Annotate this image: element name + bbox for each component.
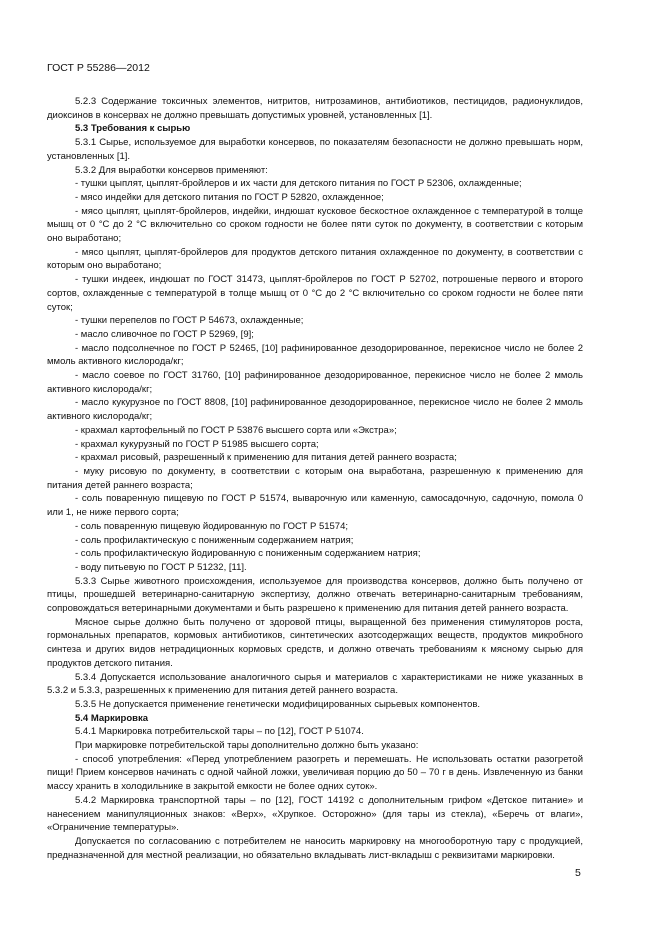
paragraph: - мясо цыплят, цыплят-бройлеров, индейки, индюшат кусковое бескостное охлажденное с температурой в толще мышц от 0 °С до 2 °С включительно со сроком годности не более пяти суток по документу, в соответствии с которым оно выработано; bbox=[47, 205, 583, 245]
paragraph: 5.3.2 Для выработки консервов применяют: bbox=[75, 164, 268, 176]
paragraph: - масло сливочное по ГОСТ Р 52969, [9]; bbox=[75, 328, 254, 340]
page-number: 5 bbox=[575, 867, 581, 879]
paragraph: - тушки цыплят, цыплят-бройлеров и их части для детского питания по ГОСТ Р 52306, охлажденные; bbox=[75, 178, 522, 190]
paragraph: - соль профилактическую йодированную с пониженным содержанием натрия; bbox=[75, 548, 421, 560]
paragraph: 5.2.3 Содержание токсичных элементов, нитритов, нитрозаминов, антибиотиков, пестицидов, радионуклидов, диоксинов в консервах не должно превышать допустимых уровней, установленных [1]. bbox=[47, 96, 583, 121]
document-header: ГОСТ Р 55286—2012 bbox=[47, 62, 150, 74]
paragraph: - масло подсолнечное по ГОСТ Р 52465, [10] рафинированное дезодорированное, перекисное число не более 2 ммоль активного кислорода/кг; bbox=[47, 342, 583, 368]
paragraph: - соль поваренную пищевую по ГОСТ Р 51574, выварочную или каменную, самосадочную, садочную, помола 0 или 1, не ниже первого сорта; bbox=[47, 493, 583, 519]
paragraph: При маркировке потребительской тары дополнительно должно быть указано: bbox=[75, 740, 419, 752]
paragraph: Допускается по согласованию с потребителем не наносить маркировку на многооборотную тару с продукцией, предназначенной для местной реализации, но обязательно вкладывать лист-вкладыш с реквизитами маркировки. bbox=[47, 835, 583, 861]
document-body bbox=[47, 95, 583, 862]
paragraph: 5.4.2 Маркировка транспортной тары – по [12], ГОСТ 14192 с дополнительным грифом «Детское питание» и нанесением манипуляционных знаков: «Верх», «Хрупкое. Осторожно» (для тары из стекла), «Беречь от влаги», «Ограничение температуры». bbox=[47, 794, 583, 834]
paragraph: 5.3.3 Сырье животного происхождения, используемое для производства консервов, должно быть получено от птицы, прошедшей ветеринарно-санитарную экспертизу, должно отвечать ветеринарно-санитарным требованиям, сопровождаться ветеринарными документами и быть разрешено к применению для питания детей раннего возраста. bbox=[47, 575, 583, 615]
paragraph: - тушки перепелов по ГОСТ Р 54673, охлажденные; bbox=[75, 315, 304, 327]
section-heading: 5.3 Требования к сырью bbox=[75, 123, 191, 135]
paragraph: - мясо индейки для детского питания по ГОСТ Р 52820, охлажденное; bbox=[75, 191, 384, 203]
paragraph: - тушки индеек, индюшат по ГОСТ 31473, цыплят-бройлеров по ГОСТ Р 52702, потрошеные первого и второго сортов, охлажденные с температурой в толще мышц от 0 °С до 2 °С включительно со сроком годности не более пяти суток; bbox=[47, 274, 583, 313]
paragraph: - масло кукурузное по ГОСТ 8808, [10] рафинированное дезодорированное, перекисное число не более 2 ммоль активного кислорода/кг; bbox=[47, 397, 583, 423]
paragraph: 5.3.4 Допускается использование аналогичного сырья и материалов с характеристиками не ниже указанных в 5.3.2 и 5.3.3, разрешенных к применению для питания детей раннего возраста. bbox=[47, 671, 583, 697]
paragraph: - соль профилактическую с пониженным содержанием натрия; bbox=[75, 534, 354, 546]
paragraph: - воду питьевую по ГОСТ Р 51232, [11]. bbox=[75, 561, 247, 573]
paragraph: - крахмал рисовый, разрешенный к применению для питания детей раннего возраста; bbox=[75, 452, 457, 464]
paragraph: 5.3.5 Не допускается применение генетически модифицированных сырьевых компонентов. bbox=[75, 698, 481, 710]
paragraph: - способ употребления: «Перед употреблением разогреть и перемешать. Не использовать остатки разогретой пищи! Прием консервов начинать с одной чайной ложки, увеличивая порцию до 50 – 70 г в день. Извлеченную из банки массу хранить в холодильнике в закрытой емкости не более одних суток». bbox=[47, 753, 583, 793]
paragraph: - крахмал кукурузный по ГОСТ Р 51985 высшего сорта; bbox=[75, 438, 319, 450]
paragraph: - мясо цыплят, цыплят-бройлеров для продуктов детского питания охлажденное по документу, в соответствии с которым оно выработано; bbox=[47, 246, 583, 272]
paragraph: 5.4.1 Маркировка потребительской тары – по [12], ГОСТ Р 51074. bbox=[75, 726, 364, 738]
section-heading: 5.4 Маркировка bbox=[75, 712, 149, 724]
paragraph: - масло соевое по ГОСТ 31760, [10] рафинированное дезодорированное, перекисное число не более 2 ммоль активного кислорода/кг; bbox=[47, 370, 583, 395]
paragraph: 5.3.1 Сырье, используемое для выработки консервов, по показателям безопасности не должно превышать норм, установленных [1]. bbox=[47, 137, 583, 162]
paragraph: - муку рисовую по документу, в соответствии с которым она выработана, разрешенную к применению для питания детей раннего возраста; bbox=[47, 465, 583, 491]
paragraph: Мясное сырье должно быть получено от здоровой птицы, выращенной без применения стимуляторов роста, гормональных препаратов, кормовых антибиотиков, синтетических азотсодержащих веществ, продуктов микробного синтеза и других видов нетрадиционных кормовых средств, и должно отвечать требованиям к мясному сырью для продуктов детского питания. bbox=[47, 616, 583, 669]
paragraph: - соль поваренную пищевую йодированную по ГОСТ Р 51574; bbox=[75, 520, 349, 532]
paragraph: - крахмал картофельный по ГОСТ Р 53876 высшего сорта или «Экстра»; bbox=[75, 424, 397, 436]
